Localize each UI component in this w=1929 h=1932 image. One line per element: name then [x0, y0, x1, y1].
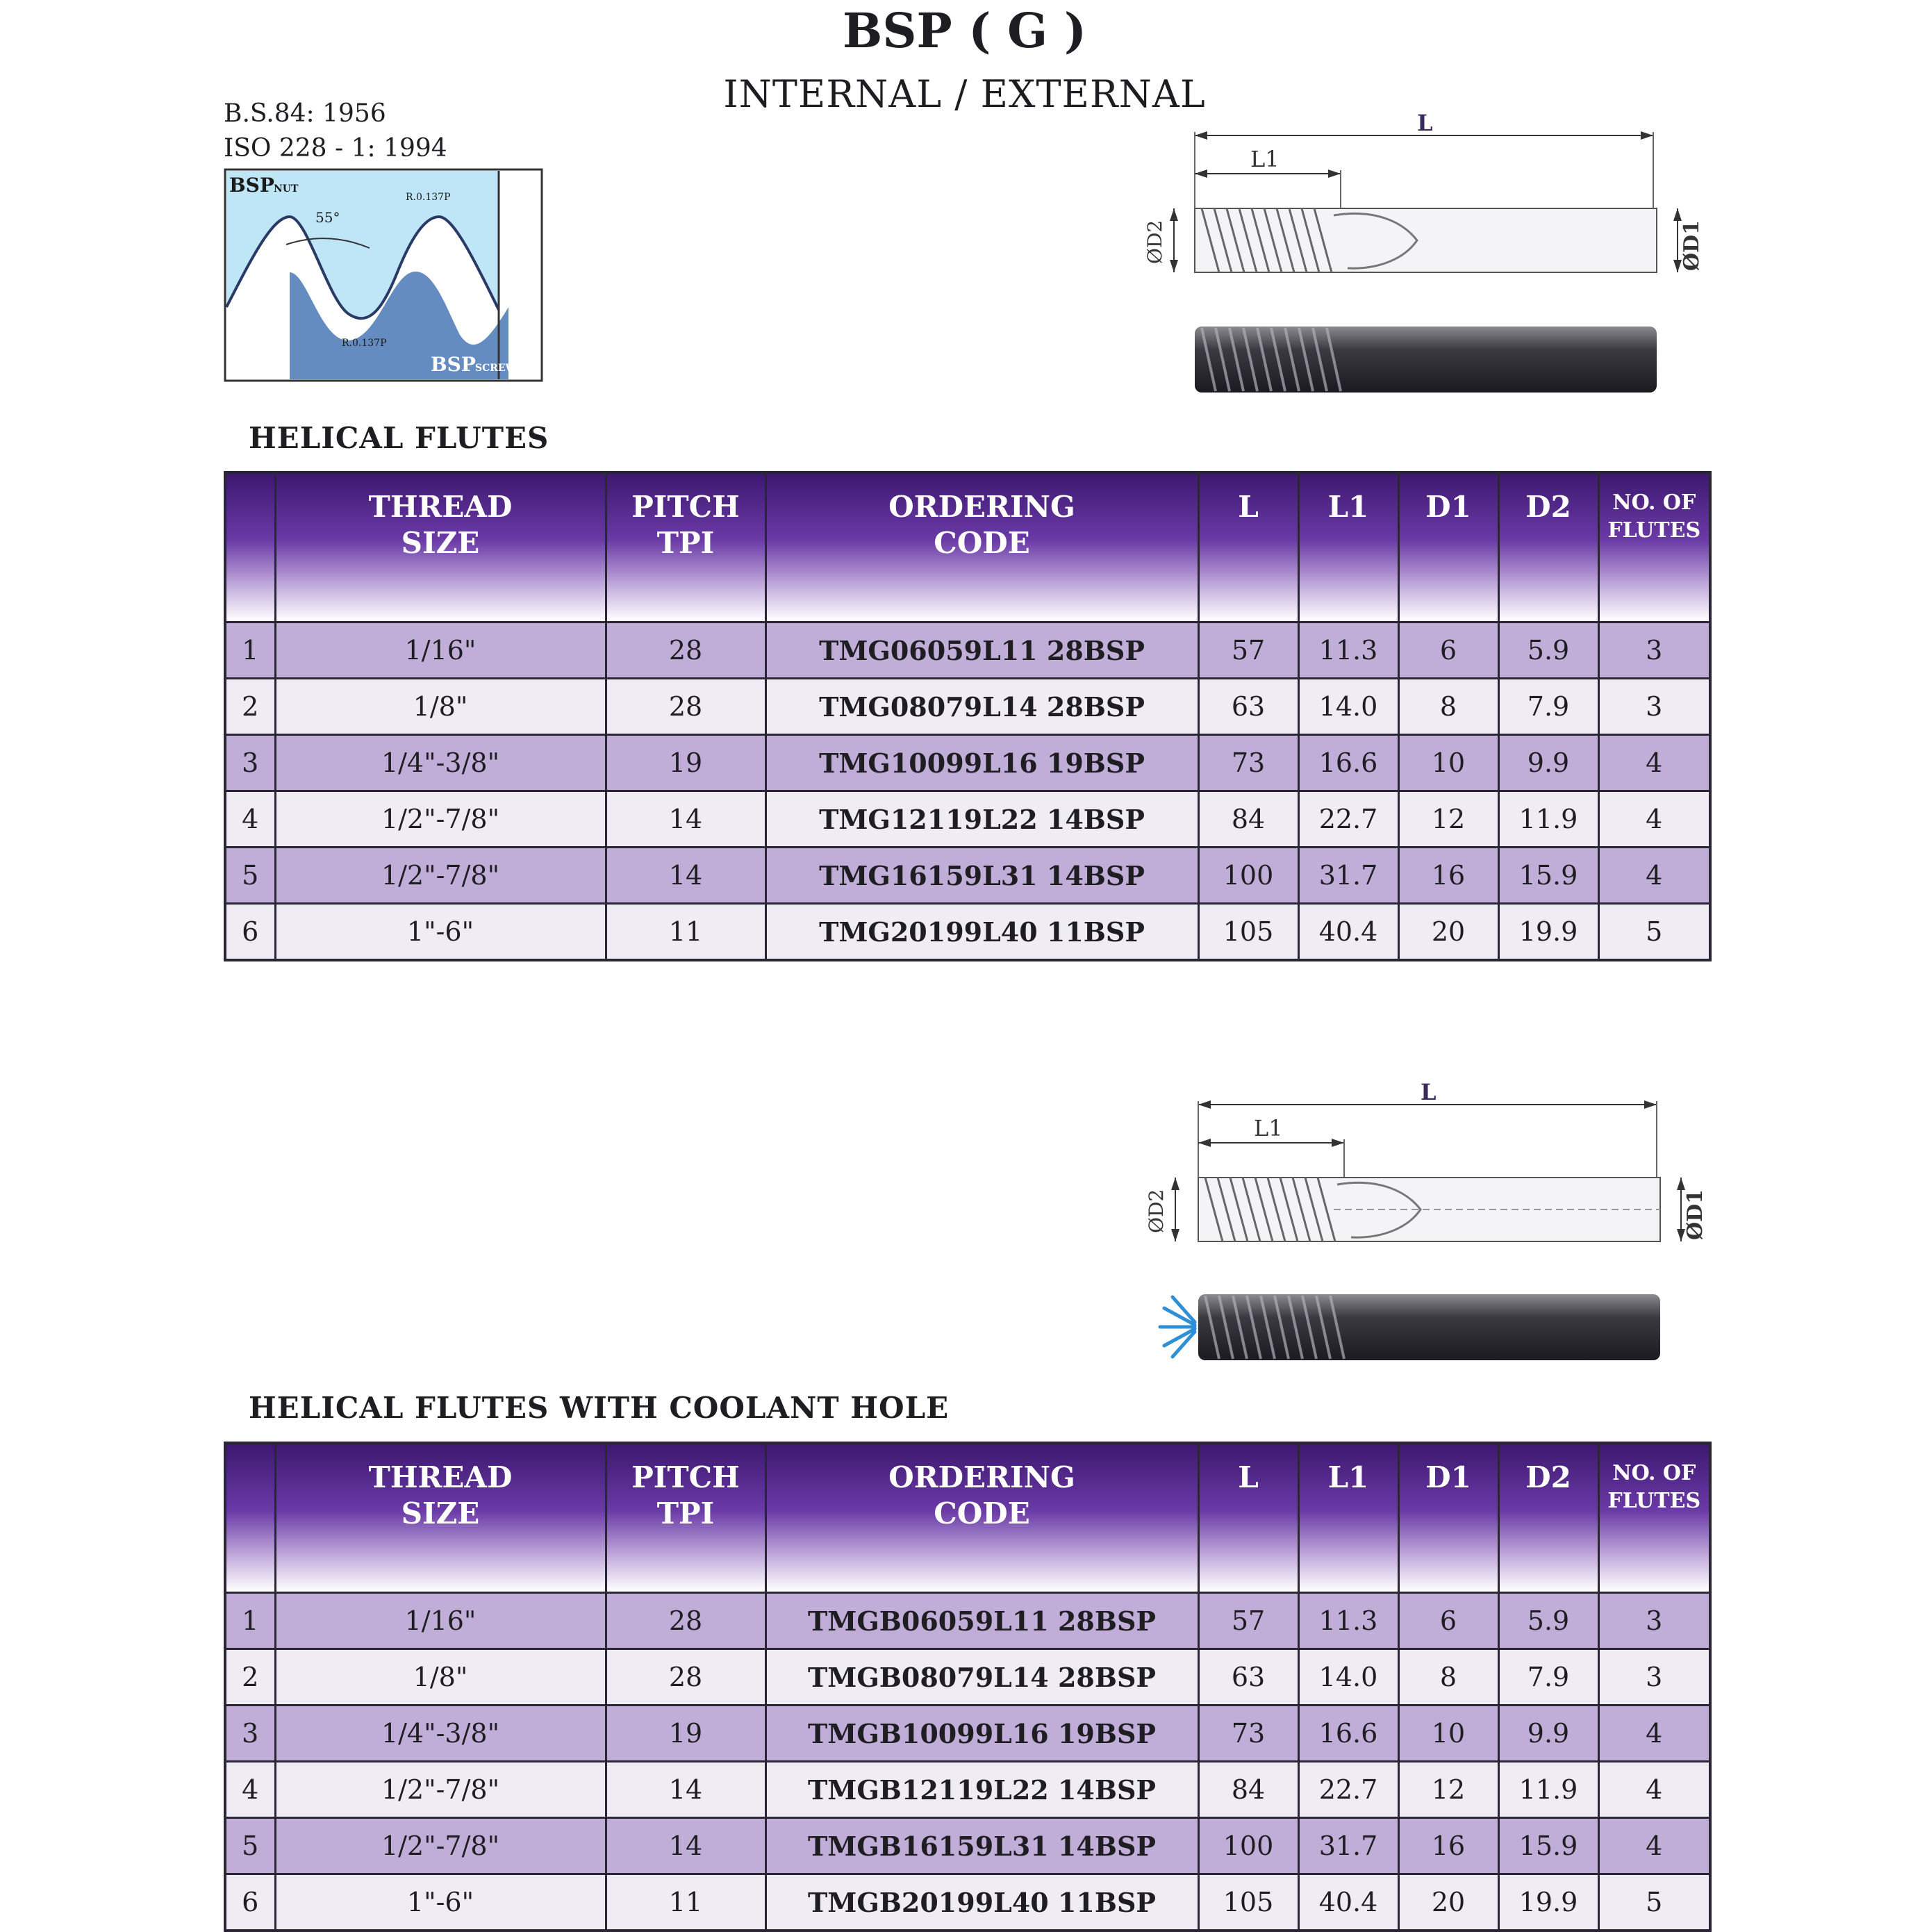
diameter-D1: 8 [1398, 679, 1498, 735]
length-L: 84 [1198, 791, 1298, 848]
ordering-code: TMGB06059L11 28BSP [765, 1593, 1198, 1649]
pitch-tpi: 11 [606, 1874, 765, 1931]
pitch-tpi: 19 [606, 735, 765, 791]
row-index: 2 [225, 679, 275, 735]
diameter-D2: 9.9 [1498, 735, 1598, 791]
length-L: 57 [1198, 622, 1298, 679]
screw-sublabel: SCREW [475, 363, 517, 374]
header-index [225, 1443, 275, 1593]
dim-L1-label: L1 [1254, 1115, 1283, 1141]
dim-D1-label: ØD1 [1683, 1189, 1707, 1240]
dim-L-label: L [1417, 110, 1433, 136]
table-row [225, 1649, 1710, 1706]
length-L1: 22.7 [1298, 791, 1398, 848]
dim-L1-label: L1 [1250, 146, 1280, 172]
diameter-D2: 15.9 [1498, 1818, 1598, 1874]
ordering-code: TMG08079L14 28BSP [765, 679, 1198, 735]
table-header-row [225, 472, 1710, 622]
flute-count: 3 [1598, 1593, 1710, 1649]
header-L: L [1198, 472, 1298, 622]
pitch-tpi: 28 [606, 1593, 765, 1649]
diameter-D1: 20 [1398, 904, 1498, 961]
diameter-D2: 19.9 [1498, 904, 1598, 961]
header-D1: D1 [1398, 1443, 1498, 1593]
pitch-tpi: 14 [606, 791, 765, 848]
flute-count: 4 [1598, 1762, 1710, 1818]
length-L1: 14.0 [1298, 1649, 1398, 1706]
diameter-D1: 6 [1398, 1593, 1498, 1649]
length-L1: 11.3 [1298, 622, 1398, 679]
dim-L-label: L [1421, 1079, 1437, 1105]
pitch-tpi: 14 [606, 1818, 765, 1874]
diameter-D2: 9.9 [1498, 1706, 1598, 1762]
tool-drawing-coolant [1125, 1073, 1716, 1379]
thread-size: 1/2"-7/8" [275, 848, 606, 904]
table-row [225, 1818, 1710, 1874]
ordering-code: TMGB20199L40 11BSP [765, 1874, 1198, 1931]
dim-D1-label: ØD1 [1680, 220, 1704, 271]
flute-count: 5 [1598, 1874, 1710, 1931]
table-row [225, 1874, 1710, 1931]
table-row [225, 622, 1710, 679]
diameter-D2: 5.9 [1498, 1593, 1598, 1649]
table-row [225, 848, 1710, 904]
length-L1: 16.6 [1298, 735, 1398, 791]
length-L1: 14.0 [1298, 679, 1398, 735]
length-L1: 22.7 [1298, 1762, 1398, 1818]
thread-size: 1/2"-7/8" [275, 1762, 606, 1818]
section-title-helical: HELICAL FLUTES [249, 421, 549, 455]
header-D2: D2 [1498, 1443, 1598, 1593]
thread-size: 1/4"-3/8" [275, 1706, 606, 1762]
standard-line-2: ISO 228 - 1: 1994 [224, 134, 447, 163]
diameter-D1: 10 [1398, 1706, 1498, 1762]
header-pitch: PITCH TPI [606, 1443, 765, 1593]
tool-drawing-helical [1125, 104, 1716, 396]
header-thread-size: THREAD SIZE [275, 1443, 606, 1593]
ordering-code: TMGB10099L16 19BSP [765, 1706, 1198, 1762]
ordering-code: TMG06059L11 28BSP [765, 622, 1198, 679]
header-ordering-code: ORDERING CODE [765, 1443, 1198, 1593]
table-row [225, 1762, 1710, 1818]
standard-line-1: B.S.84: 1956 [224, 99, 386, 128]
thread-size: 1/2"-7/8" [275, 791, 606, 848]
length-L: 84 [1198, 1762, 1298, 1818]
diameter-D1: 12 [1398, 1762, 1498, 1818]
diameter-D2: 5.9 [1498, 622, 1598, 679]
header-D2: D2 [1498, 472, 1598, 622]
thread-size: 1/16" [275, 1593, 606, 1649]
row-index: 1 [225, 1593, 275, 1649]
table-row [225, 735, 1710, 791]
row-index: 3 [225, 735, 275, 791]
header-thread-size: THREAD SIZE [275, 472, 606, 622]
table-header-row [225, 1443, 1710, 1593]
ordering-code: TMGB12119L22 14BSP [765, 1762, 1198, 1818]
diameter-D1: 6 [1398, 622, 1498, 679]
angle-label: 55° [315, 209, 340, 226]
screw-label: BSP [431, 353, 476, 376]
length-L1: 40.4 [1298, 904, 1398, 961]
header-flutes: NO. OF FLUTES [1598, 1443, 1710, 1593]
length-L: 57 [1198, 1593, 1298, 1649]
diameter-D1: 20 [1398, 1874, 1498, 1931]
row-index: 4 [225, 791, 275, 848]
row-index: 6 [225, 904, 275, 961]
header-pitch: PITCH TPI [606, 472, 765, 622]
radius-top-label: R.0.137P [406, 192, 451, 203]
table-row [225, 791, 1710, 848]
diameter-D1: 16 [1398, 848, 1498, 904]
flute-count: 4 [1598, 1706, 1710, 1762]
ordering-code: TMG10099L16 19BSP [765, 735, 1198, 791]
pitch-tpi: 28 [606, 1649, 765, 1706]
ordering-code: TMGB08079L14 28BSP [765, 1649, 1198, 1706]
diameter-D2: 19.9 [1498, 1874, 1598, 1931]
diameter-D2: 7.9 [1498, 1649, 1598, 1706]
diameter-D2: 11.9 [1498, 791, 1598, 848]
nut-sublabel: NUT [274, 183, 299, 195]
thread-size: 1"-6" [275, 904, 606, 961]
row-index: 2 [225, 1649, 275, 1706]
coolant-spray-icon [1160, 1297, 1195, 1357]
flute-count: 4 [1598, 848, 1710, 904]
table-row [225, 1593, 1710, 1649]
spec-table-coolant [224, 1442, 1712, 1932]
row-index: 5 [225, 1818, 275, 1874]
flute-count: 4 [1598, 791, 1710, 848]
row-index: 3 [225, 1706, 275, 1762]
length-L1: 31.7 [1298, 1818, 1398, 1874]
length-L: 63 [1198, 1649, 1298, 1706]
diameter-D2: 15.9 [1498, 848, 1598, 904]
length-L: 73 [1198, 735, 1298, 791]
diameter-D2: 7.9 [1498, 679, 1598, 735]
header-L1: L1 [1298, 472, 1398, 622]
spec-table-helical [224, 471, 1712, 961]
flute-count: 3 [1598, 679, 1710, 735]
flute-count: 5 [1598, 904, 1710, 961]
diameter-D1: 16 [1398, 1818, 1498, 1874]
header-L1: L1 [1298, 1443, 1398, 1593]
ordering-code: TMG20199L40 11BSP [765, 904, 1198, 961]
length-L: 105 [1198, 904, 1298, 961]
pitch-tpi: 28 [606, 679, 765, 735]
pitch-tpi: 19 [606, 1706, 765, 1762]
row-index: 4 [225, 1762, 275, 1818]
table-row [225, 1706, 1710, 1762]
diameter-D2: 11.9 [1498, 1762, 1598, 1818]
page-title: BSP ( G ) [842, 3, 1087, 59]
length-L1: 40.4 [1298, 1874, 1398, 1931]
dim-D2-label: ØD2 [1145, 1189, 1168, 1233]
thread-size: 1"-6" [275, 1874, 606, 1931]
header-L: L [1198, 1443, 1298, 1593]
header-D1: D1 [1398, 472, 1498, 622]
diameter-D1: 12 [1398, 791, 1498, 848]
diameter-D1: 8 [1398, 1649, 1498, 1706]
length-L1: 16.6 [1298, 1706, 1398, 1762]
row-index: 5 [225, 848, 275, 904]
length-L: 63 [1198, 679, 1298, 735]
pitch-tpi: 11 [606, 904, 765, 961]
header-ordering-code: ORDERING CODE [765, 472, 1198, 622]
radius-bottom-label: R.0.137P [342, 338, 387, 349]
thread-size: 1/2"-7/8" [275, 1818, 606, 1874]
length-L1: 11.3 [1298, 1593, 1398, 1649]
page-subtitle: INTERNAL / EXTERNAL [723, 72, 1206, 116]
length-L: 100 [1198, 848, 1298, 904]
ordering-code: TMG16159L31 14BSP [765, 848, 1198, 904]
table-row [225, 904, 1710, 961]
flute-count: 3 [1598, 622, 1710, 679]
length-L1: 31.7 [1298, 848, 1398, 904]
flute-count: 3 [1598, 1649, 1710, 1706]
pitch-tpi: 14 [606, 1762, 765, 1818]
table-row [225, 679, 1710, 735]
length-L: 105 [1198, 1874, 1298, 1931]
header-index [225, 472, 275, 622]
length-L: 100 [1198, 1818, 1298, 1874]
diameter-D1: 10 [1398, 735, 1498, 791]
ordering-code: TMGB16159L31 14BSP [765, 1818, 1198, 1874]
flute-count: 4 [1598, 1818, 1710, 1874]
row-index: 6 [225, 1874, 275, 1931]
pitch-tpi: 14 [606, 848, 765, 904]
thread-size: 1/16" [275, 622, 606, 679]
length-L: 73 [1198, 1706, 1298, 1762]
thread-size: 1/4"-3/8" [275, 735, 606, 791]
dim-D2-label: ØD2 [1143, 220, 1166, 264]
header-flutes: NO. OF FLUTES [1598, 472, 1710, 622]
thread-size: 1/8" [275, 1649, 606, 1706]
thread-size: 1/8" [275, 679, 606, 735]
thread-profile-diagram [224, 168, 543, 382]
ordering-code: TMG12119L22 14BSP [765, 791, 1198, 848]
section-title-coolant: HELICAL FLUTES WITH COOLANT HOLE [249, 1391, 950, 1425]
flute-count: 4 [1598, 735, 1710, 791]
row-index: 1 [225, 622, 275, 679]
nut-label: BSP [229, 174, 274, 197]
pitch-tpi: 28 [606, 622, 765, 679]
